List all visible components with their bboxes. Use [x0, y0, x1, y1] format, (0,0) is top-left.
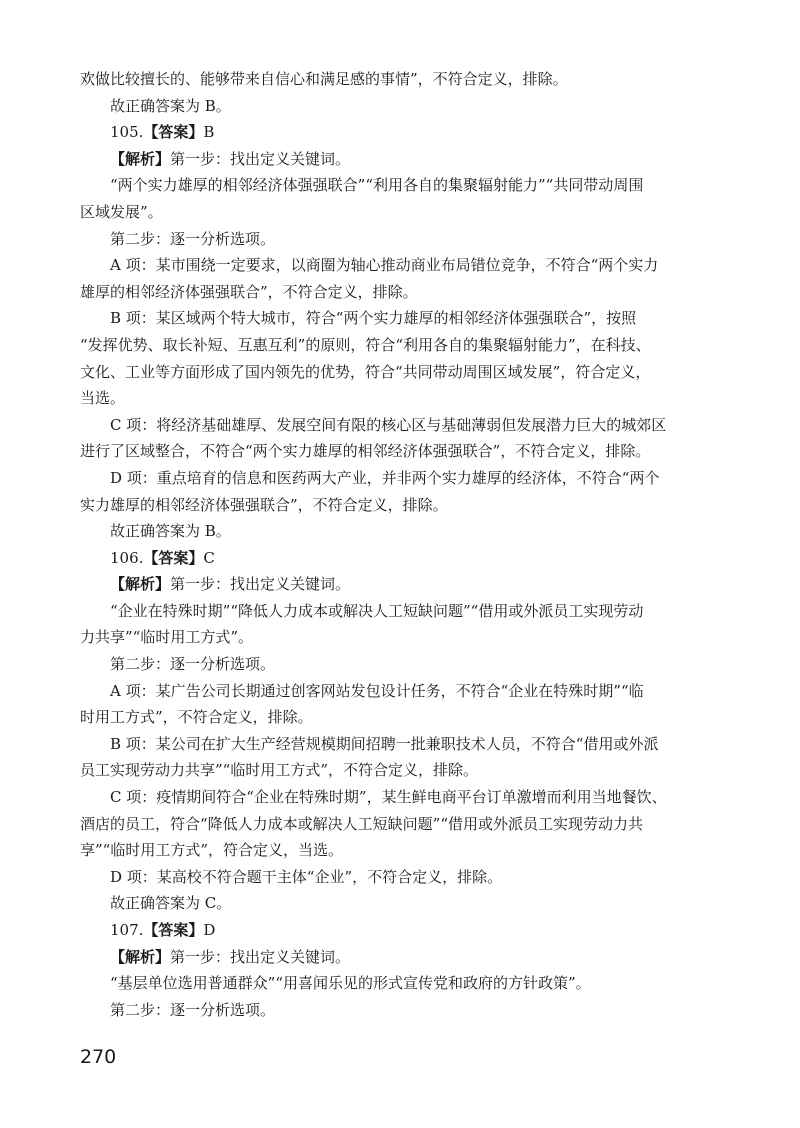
text-line: 酒店的员工，符合“降低人力成本或解决人工短缺问题”“借用或外派员工实现劳动力共: [80, 814, 644, 833]
text-line: 时用工方式”，不符合定义，排除。: [80, 708, 313, 727]
text-line: “基层单位选用普通群众”“用喜闻乐见的形式宣传党和政府的方针政策”。: [110, 974, 591, 993]
page-body: [80, 66, 720, 1023]
text-line: 欢做比较擅长的、能够带来自信心和满足感的事情”，不符合定义，排除。: [80, 70, 568, 88]
text-line: A 项：某市围绕一定要求，以商圈为轴心推动商业布局错位竞争，不符合“两个实力: [110, 256, 659, 275]
text-line: D 项：某高校不符合题干主体“企业”，不符合定义，排除。: [110, 867, 503, 886]
answer-line: [80, 545, 720, 572]
answer-text: 第一步：找出定义关键词。: [170, 575, 351, 594]
text-line: A 项：某广告公司长期通过创客网站发包设计任务，不符合“企业在特殊时期”“临: [110, 681, 644, 700]
answer-line: [80, 917, 720, 944]
text-line: 员工实现劳动力共享”“临时用工方式”，不符合定义，排除。: [80, 761, 479, 780]
answer-tag: 【答案】: [143, 123, 204, 142]
text-line: C 项：疫情期间符合“企业在特殊时期”，某生鲜电商平台订单激增而利用当地餐饮、: [110, 788, 667, 807]
text-line: B 项：某公司在扩大生产经营规模期间招聘一批兼职技术人员，不符合“借用或外派: [110, 734, 659, 753]
question-number: 106.: [110, 548, 144, 567]
text-line: 进行了区域整合，不符合“两个实力雄厚的相邻经济体强强联合”，不符合定义，排除。: [80, 442, 651, 461]
answer-tag: 【答案】: [143, 921, 204, 939]
text-line: “企业在特殊时期”“降低人力成本或解决人工短缺问题”“借用或外派员工实现劳动: [110, 601, 644, 620]
answer-text: D: [203, 921, 216, 939]
answer-text: 第一步：找出定义关键词。: [170, 947, 351, 966]
text-line: “两个实力雄厚的相邻经济体强强联合”“利用各自的集聚辐射能力”“共同带动周围: [110, 176, 644, 195]
text-line: 文化、工业等方面形成了国内领先的优势，符合“共同带动周围区域发展”，符合定义，: [80, 362, 651, 381]
text-line: 实力雄厚的相邻经济体强强联合”，不符合定义，排除。: [80, 495, 448, 514]
text-line: 第二步：逐一分析选项。: [110, 229, 276, 248]
answer-tag: 【解析】: [110, 947, 171, 966]
text-line: 故正确答案为 B。: [110, 96, 231, 115]
text-line: “发挥优势、取长补短、互惠互利”的原则，符合“利用各自的集聚辐射能力”，在科技、: [80, 335, 651, 354]
question-number: 105.: [110, 123, 144, 142]
answer-line: [80, 944, 720, 971]
answer-line: [80, 571, 720, 598]
answer-tag: 【答案】: [143, 548, 204, 567]
question-number: 107.: [110, 921, 144, 939]
text-line: 雄厚的相邻经济体强强联合”，不符合定义，排除。: [80, 282, 418, 301]
text-line: B 项：某区域两个特大城市，符合“两个实力雄厚的相邻经济体强强联合”，按照: [110, 309, 637, 328]
answer-text: C: [203, 548, 215, 567]
text-line: 力共享”“临时用工方式”。: [80, 628, 254, 647]
answer-text: 第一步：找出定义关键词。: [170, 149, 351, 168]
text-line: D 项：重点培育的信息和医药两大产业，并非两个实力雄厚的经济体，不符合“两个: [110, 468, 660, 487]
page-number: 270: [80, 1046, 117, 1068]
text-line: 故正确答案为 C。: [110, 894, 232, 913]
answer-tag: 【解析】: [110, 575, 171, 594]
answer-tag: 【解析】: [110, 149, 171, 168]
text-line: 享”“临时用工方式”，符合定义，当选。: [80, 841, 344, 860]
text-line: 区域发展”。: [80, 202, 163, 221]
answer-line: [80, 146, 720, 173]
answer-line: [80, 119, 720, 146]
text-line: 当选。: [80, 389, 126, 408]
text-line: 第二步：逐一分析选项。: [110, 1000, 276, 1019]
text-line: 故正确答案为 B。: [110, 522, 231, 541]
text-line: 第二步：逐一分析选项。: [110, 655, 276, 674]
text-line: C 项：将经济基础雄厚、发展空间有限的核心区与基础薄弱但发展潜力巨大的城郊区: [110, 415, 667, 434]
answer-text: B: [203, 123, 215, 142]
